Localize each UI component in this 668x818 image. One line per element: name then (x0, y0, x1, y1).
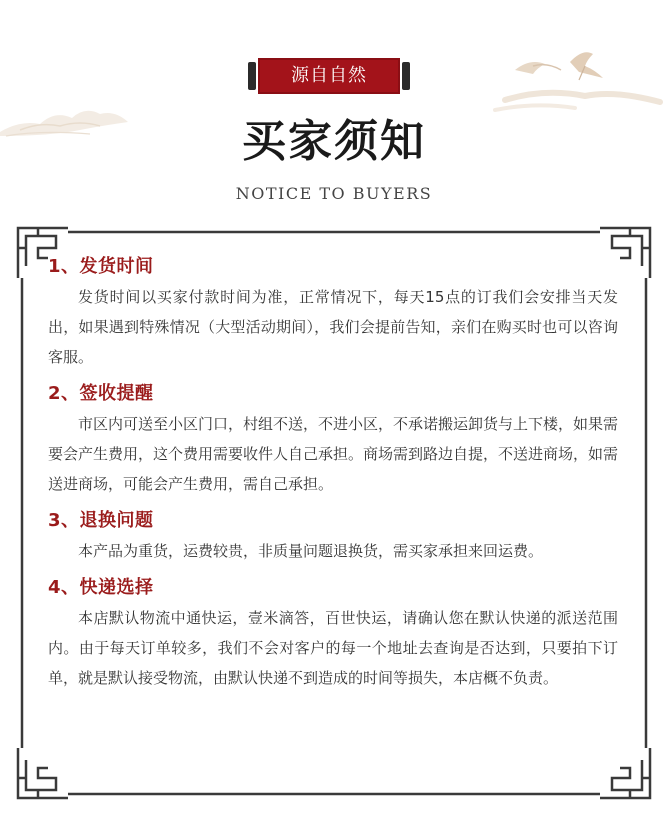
banner (248, 58, 410, 94)
section-returns (48, 506, 618, 566)
page-subtitle: NOTICE TO BUYERS (235, 184, 433, 203)
banner-left-cap (248, 62, 256, 90)
section-body: 发货时间以买家付款时间为准，正常情况下，每天15点的订我们会安排当天发出，如果遇到特殊情况（大型活动期间），我们会提前告知，亲们在购买时也可以咨询客服。 (48, 288, 618, 366)
section-body: 本店默认物流中通快运，壹米滴答，百世快运，请确认您在默认快递的派送范围内。由于每天订单较多，我们不会对客户的每一个地址去查询是否达到，只要拍下订单，就是默认接受物流，由默认快递不到造成的时间等损失，本店概不负责。 (48, 609, 618, 687)
section-title: 3、退换问题 (48, 510, 154, 531)
banner-text: 源自自然 (291, 65, 367, 86)
section-title: 2、签收提醒 (48, 383, 154, 404)
crane-birds-decoration (475, 40, 665, 120)
section-courier (48, 573, 618, 693)
page-title: 买家须知 (242, 116, 426, 167)
section-delivery-reminder (48, 379, 618, 499)
section-title: 1、发货时间 (48, 256, 154, 277)
section-body: 市区内可送至小区门口，村组不送，不进小区，不承诺搬运卸货与上下楼，如果需要会产生费用，这个费用需要收件人自己承担。商场需到路边自提，不送进商场，如需送进商场，可能会产生费用，需自己承担。 (48, 415, 619, 493)
banner-right-cap (402, 62, 410, 90)
notice-content (48, 252, 618, 700)
section-shipping-time (48, 252, 618, 372)
section-title: 4、快递选择 (48, 577, 154, 598)
section-body: 本产品为重货，运费较贵，非质量问题退换货，需买家承担来回运费。 (78, 542, 544, 560)
